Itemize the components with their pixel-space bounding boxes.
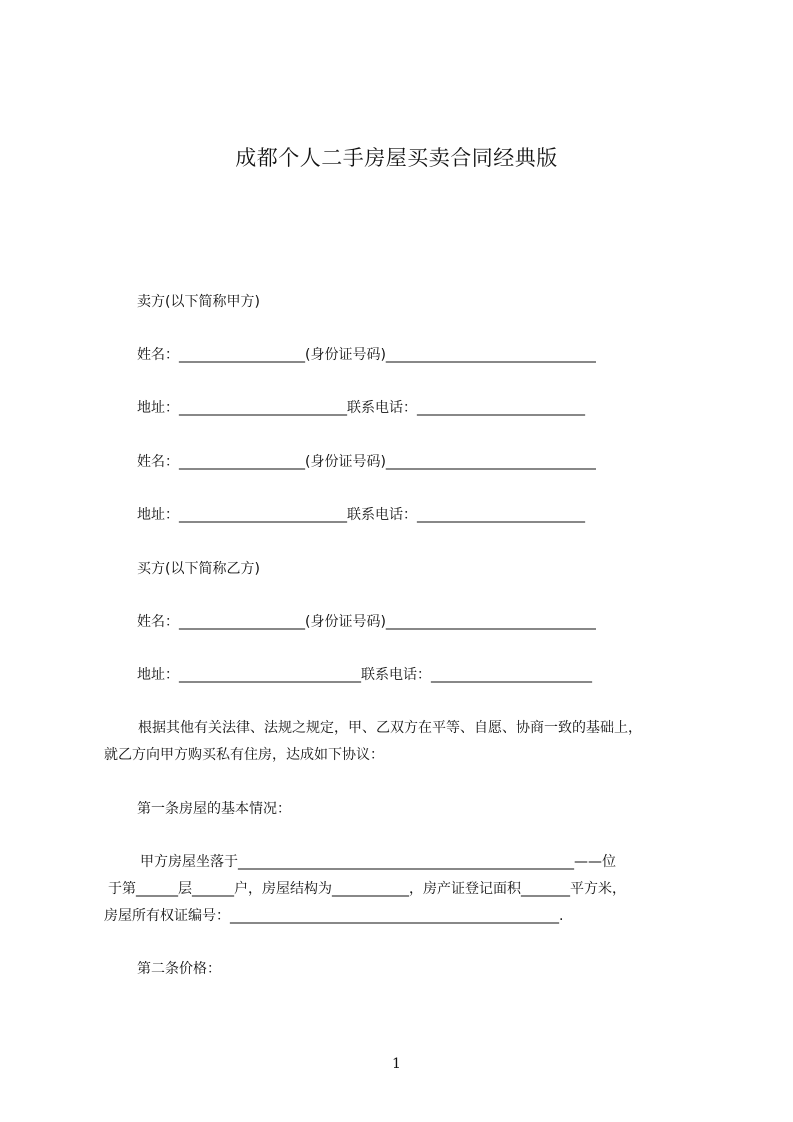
article1-line-2: 于第______层______户，房屋结构为___________，房产证登记面积_______平方米， — [108, 881, 626, 897]
buyer-name-line: 姓名：__________________(身份证号码)______________________________ — [137, 614, 596, 630]
seller1-address-line: 地址：________________________联系电话：________________________ — [137, 400, 585, 416]
document-title: 成都个人二手房屋买卖合同经典版 — [235, 146, 558, 170]
seller2-address-line: 地址：________________________联系电话：________________________ — [137, 507, 585, 523]
buyer-heading: 买方(以下简称乙方) — [137, 561, 260, 577]
seller-heading: 卖方(以下简称甲方) — [137, 294, 260, 310]
preamble-line-2: 就乙方向甲方购买私有住房，达成如下协议： — [104, 747, 384, 763]
article1-line-3: 房屋所有权证编号：_______________________________________________. — [104, 908, 564, 924]
article2-heading: 第二条价格： — [137, 961, 221, 977]
preamble-line-1: 根据其他有关法律、法规之规定，甲、乙双方在平等、自愿、协商一致的基础上， — [138, 720, 642, 736]
buyer-address-line: 地址：__________________________联系电话：_______________________ — [137, 667, 592, 683]
seller1-name-line: 姓名：__________________(身份证号码)______________________________ — [137, 347, 596, 363]
seller2-name-line: 姓名：__________________(身份证号码)______________________________ — [137, 454, 596, 470]
page-number: 1 — [392, 1056, 401, 1072]
article1-line-1: 甲方房屋坐落于________________________________________________——位 — [140, 854, 616, 870]
article1-heading: 第一条房屋的基本情况： — [137, 801, 291, 817]
